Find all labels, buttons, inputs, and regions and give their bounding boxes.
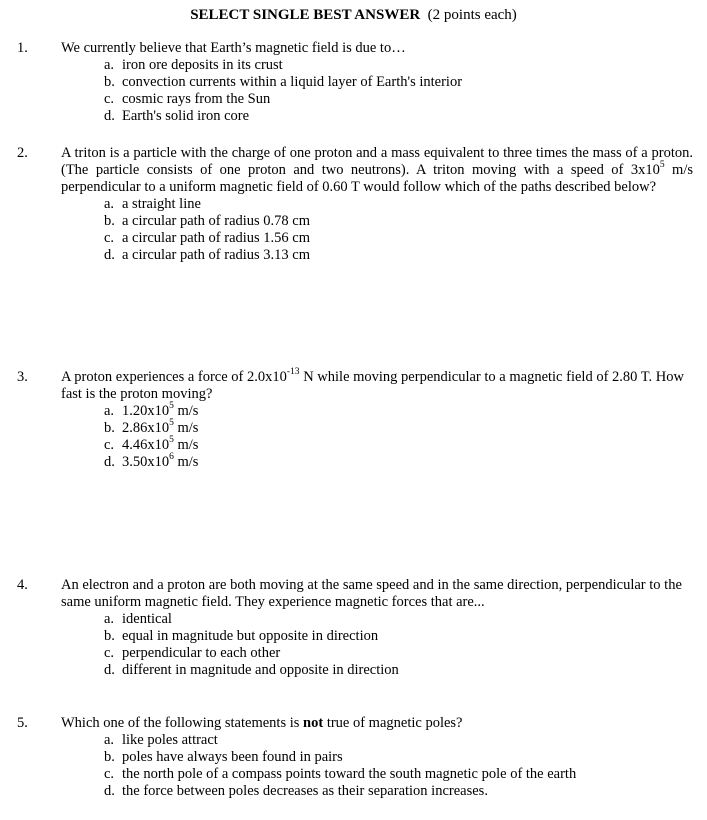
question-text: A proton experiences a force of $2.0x10^{-13}$ N while moving perpendicular to a magnetic field of 2.80 T. How fast is the proton moving? xyxy=(61,367,684,402)
question-body xyxy=(61,715,693,800)
exponent: -13 xyxy=(286,367,300,378)
header-title: SELECT SINGLE BEST ANSWER xyxy=(190,7,421,23)
question-text: We currently believe that Earth’s magnetic field is due to… xyxy=(61,40,406,56)
option-b[interactable]: b. equal in magnitude but opposite in direction xyxy=(104,628,379,644)
exponent: 5 xyxy=(659,160,665,171)
question-number: 4. xyxy=(17,577,28,593)
option-a[interactable]: a. like poles attract xyxy=(104,732,218,748)
option-d[interactable]: d. different in magnitude and opposite in direction xyxy=(104,662,399,678)
question-text: A triton is a particle with the charge of one proton and a mass equivalent to three times the mass of a proton. (The particle consists of one proton and two neutrons). A triton moving with a speed of $3x10^5$ m/s perpendicular to a uniform magnetic field of 0.60 T would follow which of the paths described below? xyxy=(61,145,693,195)
option-b[interactable]: b. a circular path of radius 0.78 cm xyxy=(104,213,311,229)
question-number: 5. xyxy=(17,715,28,731)
option-a[interactable]: a. iron ore deposits in its crust xyxy=(104,57,283,73)
page-header xyxy=(0,7,707,24)
emphasis-not: not xyxy=(303,715,324,731)
option-d[interactable]: d. Earth's solid iron core xyxy=(104,108,250,124)
question-number: 2. xyxy=(17,145,28,161)
option-b[interactable]: b. $2.86x10^5$ m/s xyxy=(104,418,199,436)
question-body xyxy=(61,40,693,125)
option-d[interactable]: d. a circular path of radius 3.13 cm xyxy=(104,247,311,263)
option-d[interactable]: d. the force between poles decreases as their separation increases. xyxy=(104,783,488,799)
option-c[interactable]: c. the north pole of a compass points toward the south magnetic pole of the earth xyxy=(104,766,577,782)
option-c[interactable]: c. a circular path of radius 1.56 cm xyxy=(104,230,311,246)
header-points: (2 points each) xyxy=(427,7,517,23)
option-b[interactable]: b. poles have always been found in pairs xyxy=(104,749,343,765)
option-a[interactable]: a. $1.20x10^5$ m/s xyxy=(104,401,199,419)
option-list xyxy=(104,611,693,679)
option-d[interactable]: d. $3.50x10^6$ m/s xyxy=(104,452,199,470)
option-a[interactable]: a. a straight line xyxy=(104,196,201,212)
option-c[interactable]: c. cosmic rays from the Sun xyxy=(104,91,271,107)
question-body xyxy=(61,145,693,264)
option-c[interactable]: c. perpendicular to each other xyxy=(104,645,281,661)
question-text: Which one of the following statements is not true of magnetic poles? xyxy=(61,715,463,731)
question-body xyxy=(61,369,693,471)
option-list xyxy=(104,403,693,471)
option-c[interactable]: c. $4.46x10^5$ m/s xyxy=(104,435,199,453)
question-body xyxy=(61,577,693,679)
question-number: 1. xyxy=(17,40,28,56)
question-text: An electron and a proton are both moving at the same speed and in the same direction, perpendicular to the same uniform magnetic field. They experience magnetic forces that are... xyxy=(61,577,682,610)
option-list xyxy=(104,57,693,125)
question-number: 3. xyxy=(17,369,28,385)
option-list xyxy=(104,732,693,800)
option-b[interactable]: b. convection currents within a liquid layer of Earth's interior xyxy=(104,74,463,90)
option-list xyxy=(104,196,693,264)
option-a[interactable]: a. identical xyxy=(104,611,172,627)
